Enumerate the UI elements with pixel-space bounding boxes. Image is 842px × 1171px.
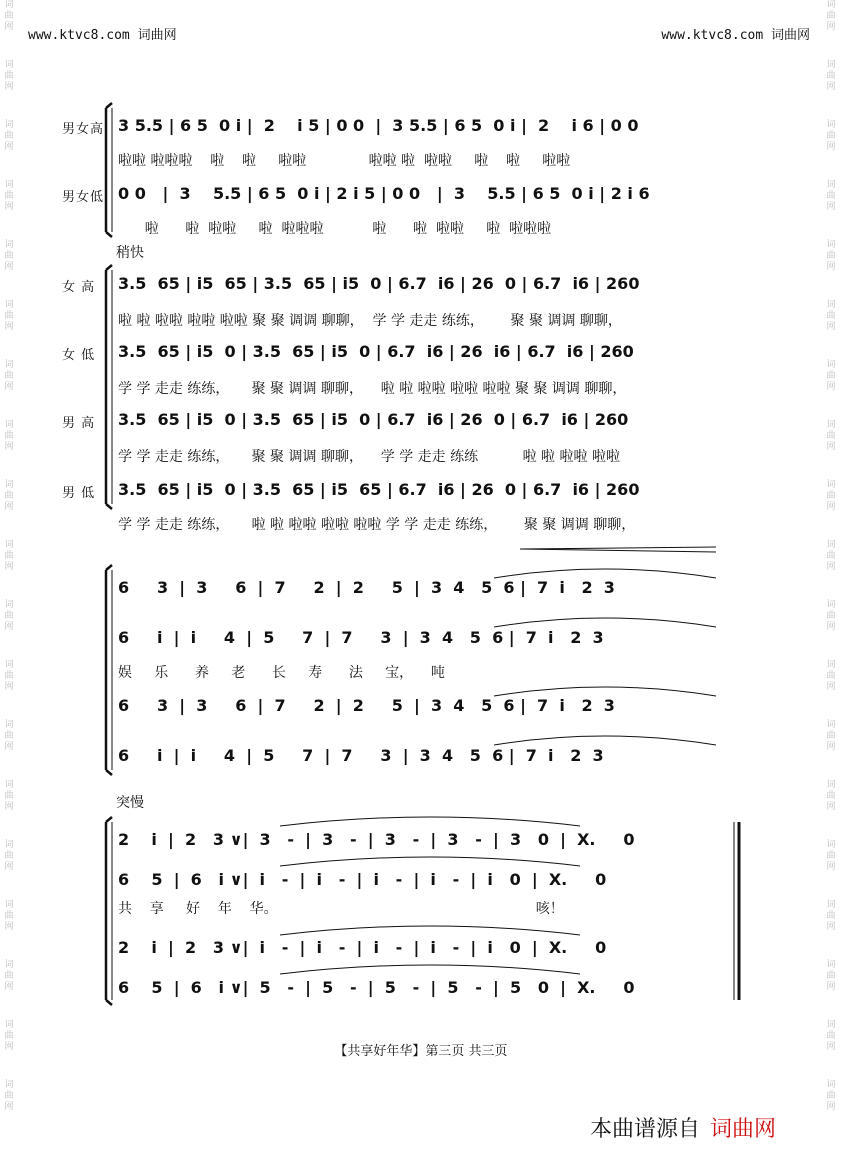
notation-row: 6 i | i 4 | 5 7 | 7 3 | 3 4 5 6 | 7 i 2 3 xyxy=(118,628,604,647)
watermark-text: 词 曲 网 xyxy=(826,360,836,392)
notation-row: 0 0 | 3 5.5 | 6 5 0 i | 2 i 5 | 0 0 | 3 5.5 | 6 5 0 i | 2 i 6 xyxy=(118,184,650,203)
header-url-right[interactable]: www.ktvc8.com 词曲网 xyxy=(661,28,810,43)
tempo-marking: 突慢 xyxy=(116,795,144,811)
watermark-text: 词 曲 网 xyxy=(4,840,14,872)
watermark-text: 词 曲 网 xyxy=(826,900,836,932)
watermark-text: 词 曲 网 xyxy=(4,240,14,272)
watermark-text: 词 曲 网 xyxy=(826,840,836,872)
lyrics-row: 啦啦 啦啦啦 啦 啦 啦啦 啦啦 啦 啦啦 啦 啦 啦啦 xyxy=(118,153,571,169)
part-label: 女 高 xyxy=(62,280,96,295)
watermark-text: 词 曲 网 xyxy=(4,780,14,812)
watermark-text: 词 曲 网 xyxy=(4,960,14,992)
lyrics-row: 娱 乐 养 老 长 寿 法 宝， 吨 xyxy=(118,665,445,681)
source-credit xyxy=(590,1112,776,1143)
watermark-text: 词 曲 网 xyxy=(4,60,14,92)
watermark-text: 词 曲 网 xyxy=(826,300,836,332)
watermark-text: 词 曲 网 xyxy=(826,780,836,812)
lyrics-row: 学 学 走走 练练， 聚 聚 调调 聊聊， 学 学 走走 练练 啦 啦 啦啦 啦啦 xyxy=(118,449,620,465)
watermark-text: 词 曲 网 xyxy=(4,900,14,932)
notation-row: 6 5 | 6 i ∨| 5 - | 5 - | 5 - | 5 - | 5 0 | X. 0 xyxy=(118,978,635,997)
lyrics-row: 共 享 好 年 华。 咳！ xyxy=(118,901,564,917)
watermark-text: 词 曲 网 xyxy=(826,720,836,752)
part-label: 男女低 xyxy=(62,190,105,205)
watermark-text: 词 曲 网 xyxy=(4,180,14,212)
watermark-text: 词 曲 网 xyxy=(4,300,14,332)
lyrics-row: 啦 啦 啦啦 啦啦 啦啦 聚 聚 调调 聊聊， 学 学 走走 练练， 聚 聚 调调 聊聊， xyxy=(118,313,622,329)
notation-row: 6 3 | 3 6 | 7 2 | 2 5 | 3 4 5 6 | 7 i 2 3 xyxy=(118,696,615,715)
notation-row: 2 i | 2 3 ∨| 3 - | 3 - | 3 - | 3 - | 3 0 | X. 0 xyxy=(118,830,635,849)
watermark-text: 词 曲 网 xyxy=(826,1020,836,1052)
lyrics-row: 学 学 走走 练练， 啦 啦 啦啦 啦啦 啦啦 学 学 走走 练练， 聚 聚 调调 聊聊， xyxy=(118,517,636,533)
notation-row: 2 i | 2 3 ∨| i - | i - | i - | i - | i 0 | X. 0 xyxy=(118,938,607,957)
notation-row: 3.5 65 | i5 0 | 3.5 65 | i5 0 | 6.7 i6 | 26 i6 | 6.7 i6 | 260 xyxy=(118,342,634,361)
watermark-text: 词 曲 网 xyxy=(826,0,836,32)
watermark-text: 词 曲 网 xyxy=(826,180,836,212)
watermark-text: 词 曲 网 xyxy=(4,420,14,452)
header-url-left[interactable]: www.ktvc8.com 词曲网 xyxy=(28,28,177,43)
watermark-text: 词 曲 网 xyxy=(4,1080,14,1112)
watermark-text: 词 曲 网 xyxy=(826,960,836,992)
notation-row: 6 5 | 6 i ∨| i - | i - | i - | i - | i 0 | X. 0 xyxy=(118,870,607,889)
part-label: 男 高 xyxy=(62,416,96,431)
source-prefix: 本曲谱源自 xyxy=(590,1117,701,1142)
source-site-link[interactable]: 词曲网 xyxy=(710,1117,777,1142)
notation-row: 6 3 | 3 6 | 7 2 | 2 5 | 3 4 5 6 | 7 i 2 3 xyxy=(118,578,615,597)
watermark-text: 词 曲 网 xyxy=(826,240,836,272)
notation-row: 3.5 65 | i5 0 | 3.5 65 | i5 0 | 6.7 i6 | 26 0 | 6.7 i6 | 260 xyxy=(118,410,629,429)
watermark-text: 词 曲 网 xyxy=(4,660,14,692)
notation-row: 3 5.5 | 6 5 0 i | 2 i 5 | 0 0 | 3 5.5 | 6 5 0 i | 2 i 6 | 0 0 xyxy=(118,116,639,135)
watermark-text: 词 曲 网 xyxy=(826,480,836,512)
watermark-text: 词 曲 网 xyxy=(826,600,836,632)
notation-row: 3.5 65 | i5 65 | 3.5 65 | i5 0 | 6.7 i6 | 26 0 | 6.7 i6 | 260 xyxy=(118,274,640,293)
watermark-text: 词 曲 网 xyxy=(4,600,14,632)
watermark-text: 词 曲 网 xyxy=(4,720,14,752)
watermark-text: 词 曲 网 xyxy=(4,480,14,512)
watermark-text: 词 曲 网 xyxy=(4,540,14,572)
lyrics-row: 学 学 走走 练练， 聚 聚 调调 聊聊， 啦 啦 啦啦 啦啦 啦啦 聚 聚 调调 聊聊， xyxy=(118,381,627,397)
part-label: 男女高 xyxy=(62,122,105,137)
watermark-text: 词 曲 网 xyxy=(4,1020,14,1052)
watermark-text: 词 曲 网 xyxy=(826,60,836,92)
watermark-text: 词 曲 网 xyxy=(826,660,836,692)
notation-row: 3.5 65 | i5 0 | 3.5 65 | i5 65 | 6.7 i6 | 26 0 | 6.7 i6 | 260 xyxy=(118,480,640,499)
watermark-text: 词 曲 网 xyxy=(4,360,14,392)
watermark-text: 词 曲 网 xyxy=(826,1080,836,1112)
part-label: 女 低 xyxy=(62,348,96,363)
tempo-marking: 稍快 xyxy=(116,245,144,261)
watermark-text: 词 曲 网 xyxy=(826,120,836,152)
watermark-text: 词 曲 网 xyxy=(4,0,14,32)
part-label: 男 低 xyxy=(62,486,96,501)
watermark-text: 词 曲 网 xyxy=(4,120,14,152)
lyrics-row: 啦 啦 啦啦 啦 啦啦啦 啦 啦 啦啦 啦 啦啦啦 xyxy=(118,221,552,237)
watermark-text: 词 曲 网 xyxy=(826,540,836,572)
page-footer: 【共享好年华】第三页 共三页 xyxy=(334,1044,508,1059)
notation-row: 6 i | i 4 | 5 7 | 7 3 | 3 4 5 6 | 7 i 2 3 xyxy=(118,746,604,765)
watermark-text: 词 曲 网 xyxy=(826,420,836,452)
